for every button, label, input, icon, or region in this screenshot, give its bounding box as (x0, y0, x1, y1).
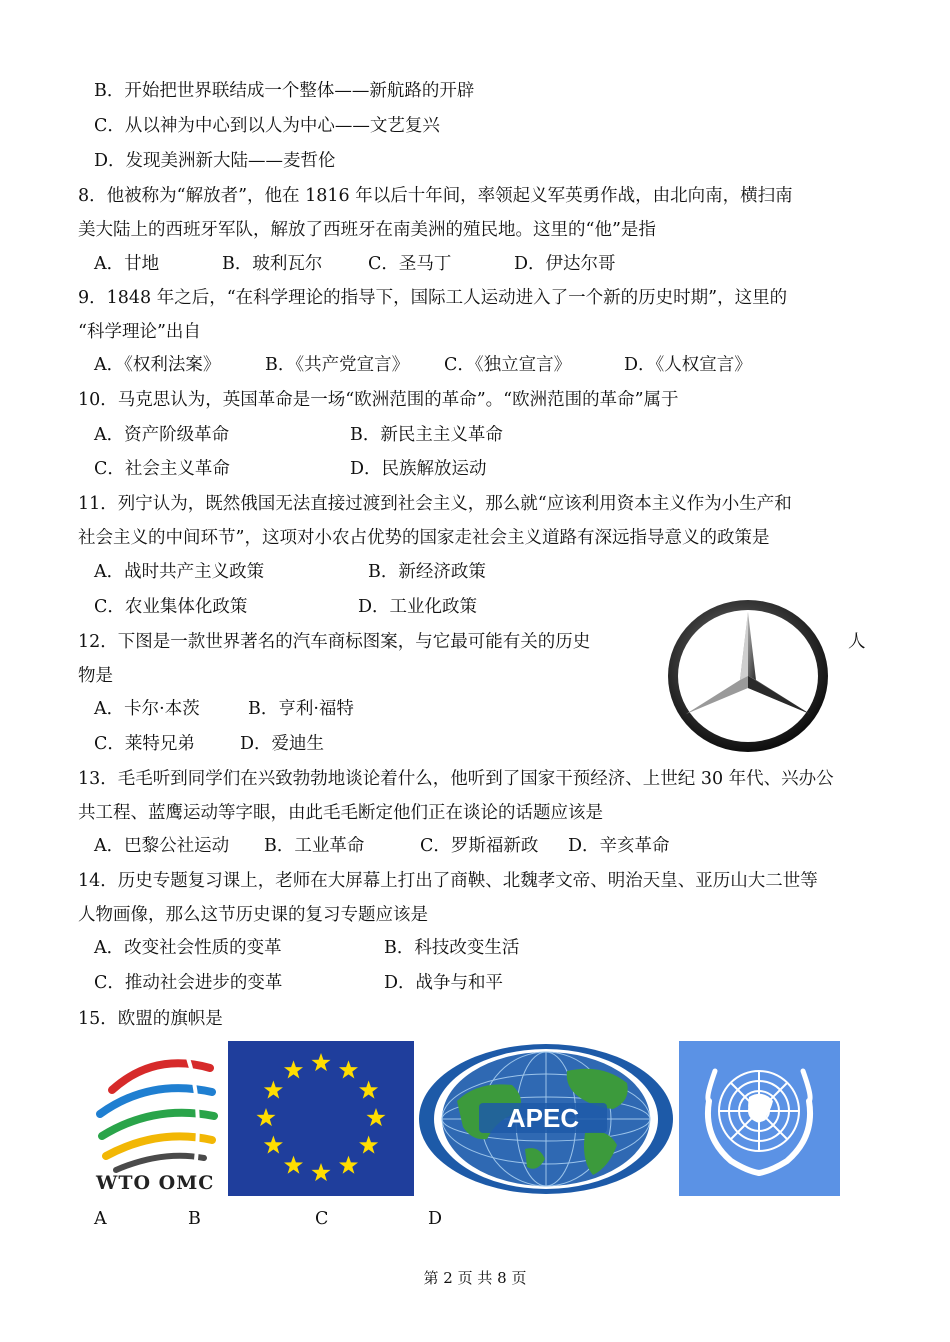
q13-option-a: A．巴黎公社运动 (94, 836, 230, 856)
q8-option-d: D．伊达尔哥 (514, 254, 616, 274)
q13-stem-line2: 共工程、蓝鹰运动等字眼，由此毛毛断定他们正在谈论的话题应该是 (78, 803, 603, 823)
q7-option-c: C．从以神为中心到以人为中心——文艺复兴 (94, 116, 440, 136)
q13-stem-line1: 13．毛毛听到同学们在兴致勃勃地谈论着什么，他听到了国家干预经济、上世纪 30 年代、兴办公 (78, 769, 834, 789)
q13-option-c: C．罗斯福新政 (420, 836, 539, 856)
q9-option-a: A．《权利法案》 (94, 355, 221, 375)
q14-option-d: D．战争与和平 (384, 973, 504, 993)
q12-option-a: A．卡尔·本茨 (94, 699, 200, 719)
q12-stem-line2: 物是 (78, 666, 113, 686)
eu-flag (228, 1041, 414, 1196)
q12-stem-line1-tail: 人 (848, 632, 866, 652)
q14-option-a: A．改变社会性质的变革 (94, 938, 282, 958)
q11-stem-line2: 社会主义的中间环节”，这项对小农占优势的国家走社会主义道路有深远指导意义的政策是 (78, 528, 770, 548)
q15-label-b: B (188, 1209, 201, 1229)
q9-option-b: B．《共产党宣言》 (265, 355, 410, 375)
mercedes-star-icon (664, 596, 832, 756)
q11-option-a: A．战时共产主义政策 (94, 562, 265, 582)
q9-option-c: C．《独立宣言》 (444, 355, 572, 375)
q12-option-d: D．爱迪生 (240, 734, 325, 754)
un-flag (679, 1041, 840, 1196)
apec-logo (417, 1041, 675, 1196)
q15-label-d: D (428, 1209, 443, 1229)
q10-option-d: D．民族解放运动 (350, 459, 487, 479)
q8-option-a: A．甘地 (94, 254, 160, 274)
q10-stem-line1: 10．马克思认为，英国革命是一场“欧洲范围的革命”。“欧洲范围的革命”属于 (78, 390, 679, 410)
q10-option-a: A．资产阶级革命 (94, 425, 230, 445)
q7-option-d: D．发现美洲新大陆——麦哲伦 (94, 151, 336, 171)
q15-label-a: A (94, 1209, 107, 1229)
q12-stem-line1: 12．下图是一款世界著名的汽车商标图案，与它最可能有关的历史 (78, 632, 591, 652)
wto-logo (92, 1042, 222, 1196)
q15-label-c: C (315, 1209, 329, 1229)
q8-stem-line1: 8．他被称为“解放者”，他在 1816 年以后十年间，率领起义军英勇作战，由北向南，横扫南 (78, 186, 793, 206)
q7-option-b: B．开始把世界联结成一个整体——新航路的开辟 (94, 81, 475, 101)
q12-option-c: C．莱特兄弟 (94, 734, 195, 754)
wto-logo-text: WTO OMC (96, 1172, 215, 1194)
q13-option-d: D．辛亥革命 (568, 836, 670, 856)
q11-option-c: C．农业集体化政策 (94, 597, 248, 617)
q14-option-b: B．科技改变生活 (384, 938, 520, 958)
q12-option-b: B．亨利·福特 (248, 699, 354, 719)
q14-stem-line2: 人物画像，那么这节历史课的复习专题应该是 (78, 905, 428, 925)
q8-option-c: C．圣马丁 (368, 254, 452, 274)
q11-stem-line1: 11．列宁认为，既然俄国无法直接过渡到社会主义，那么就“应该利用资本主义作为小生产和 (78, 494, 792, 514)
page-footer: 第 2 页 共 8 页 (423, 1269, 527, 1287)
q11-option-b: B．新经济政策 (368, 562, 486, 582)
apec-logo-text: APEC (506, 1103, 580, 1133)
q14-option-c: C．推动社会进步的变革 (94, 973, 283, 993)
q15-stem-line1: 15．欧盟的旗帜是 (78, 1009, 223, 1029)
q14-stem-line1: 14．历史专题复习课上，老师在大屏幕上打出了商鞅、北魏孝文帝、明治天皇、亚历山大二世等 (78, 871, 818, 891)
un-emblem-icon (679, 1041, 840, 1196)
q9-option-d: D．《人权宣言》 (624, 355, 752, 375)
q8-option-b: B．玻利瓦尔 (222, 254, 323, 274)
q8-stem-line2: 美大陆上的西班牙军队，解放了西班牙在南美洲的殖民地。这里的“他”是指 (78, 220, 656, 240)
q9-stem-line2: “科学理论”出自 (78, 322, 201, 342)
q13-option-b: B．工业革命 (264, 836, 365, 856)
q10-option-c: C．社会主义革命 (94, 459, 230, 479)
q11-option-d: D．工业化政策 (358, 597, 478, 617)
q10-option-b: B．新民主主义革命 (350, 425, 503, 445)
q9-stem-line1: 9．1848 年之后，“在科学理论的指导下，国际工人运动进入了一个新的历史时期”，这里的 (78, 288, 788, 308)
